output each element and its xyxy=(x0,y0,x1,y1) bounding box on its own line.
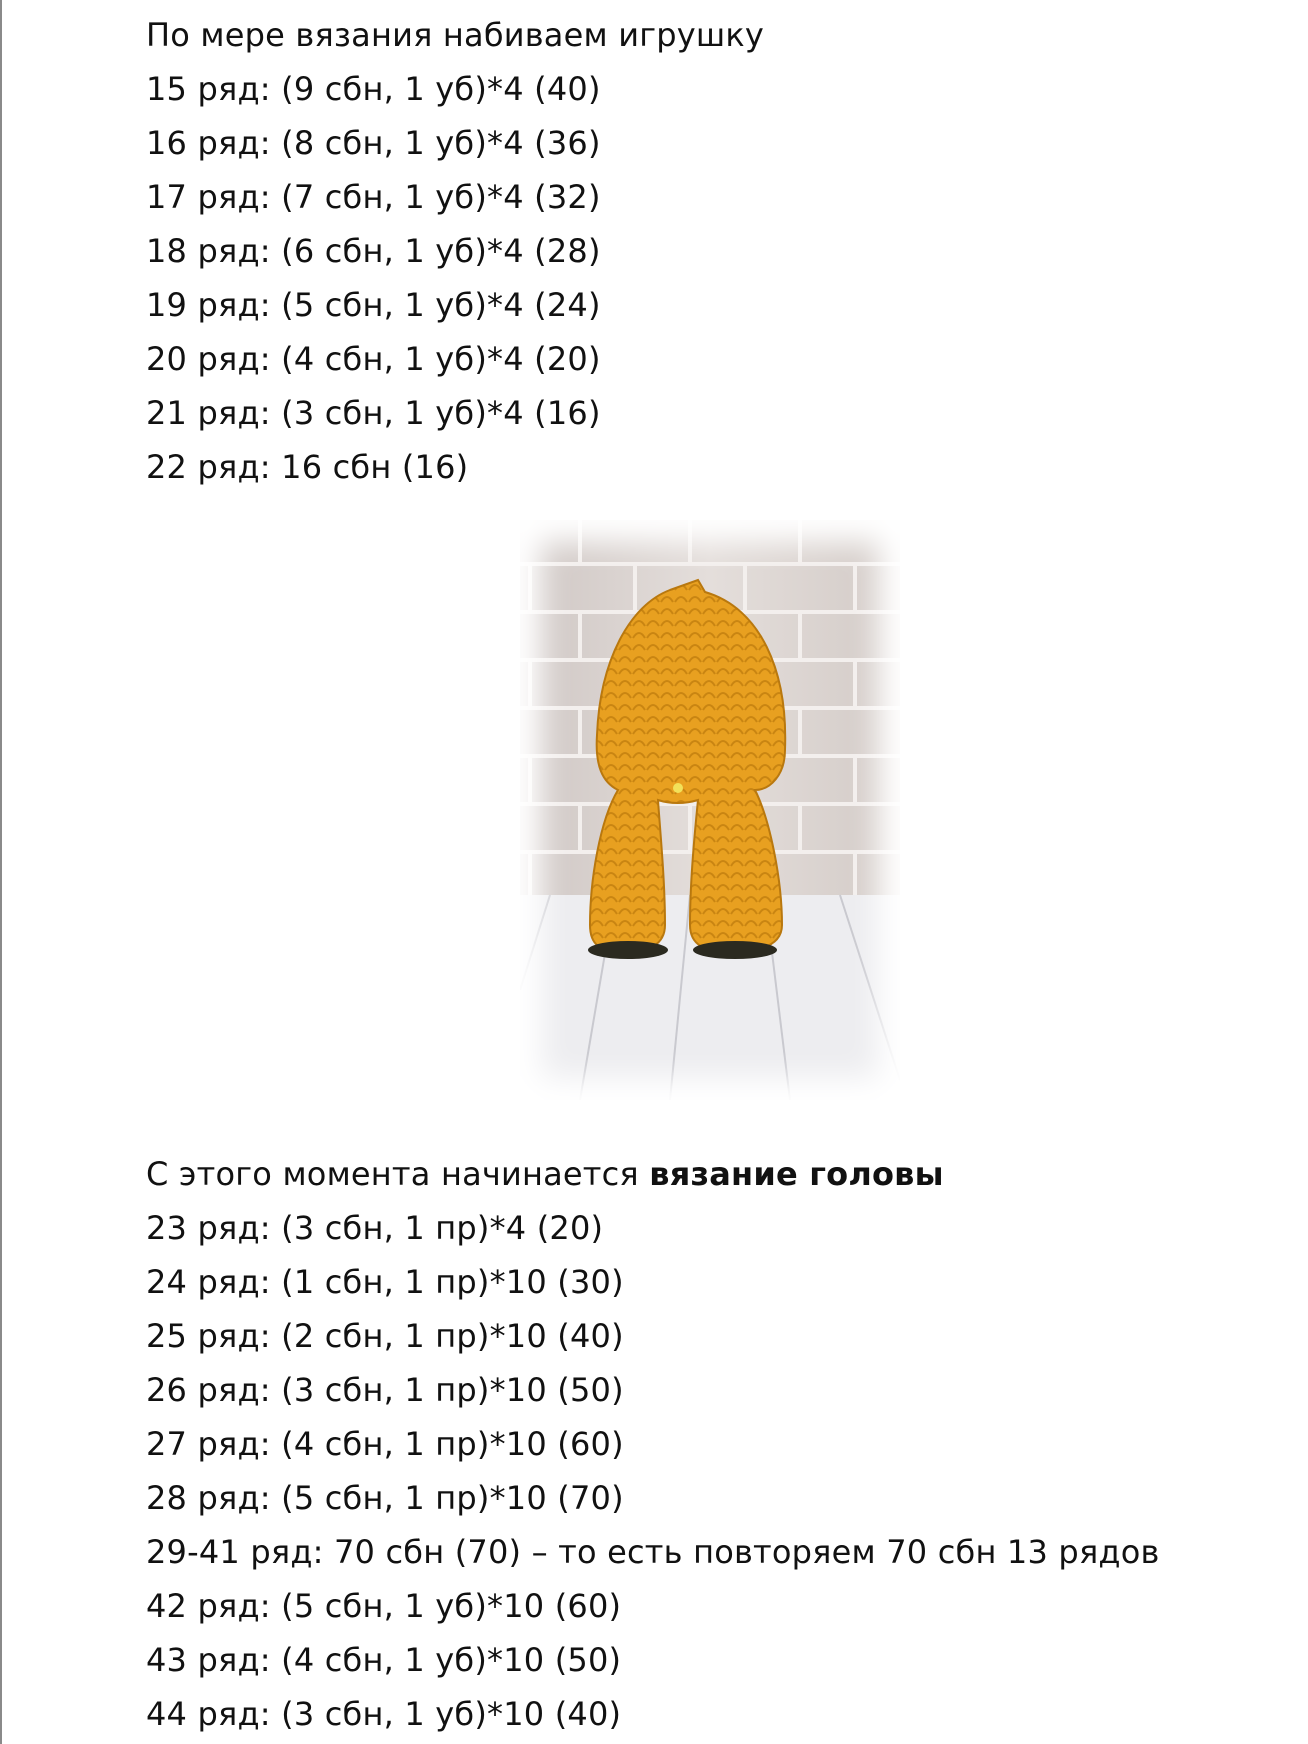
toy-photo xyxy=(520,520,900,1100)
head-intro-line xyxy=(146,1147,1266,1201)
row-line: 17 ряд: (7 сбн, 1 уб)*4 (32) xyxy=(146,178,601,216)
row-line: 24 ряд: (1 сбн, 1 пр)*10 (30) xyxy=(146,1263,624,1301)
row-line: 15 ряд: (9 сбн, 1 уб)*4 (40) xyxy=(146,70,601,108)
head-intro-prefix: С этого момента начинается xyxy=(146,1155,650,1193)
row-line: 43 ряд: (4 сбн, 1 уб)*10 (50) xyxy=(146,1641,622,1679)
page-edge xyxy=(0,0,2,1744)
row-line: 16 ряд: (8 сбн, 1 уб)*4 (36) xyxy=(146,124,601,162)
instructions-top xyxy=(146,8,1266,494)
row-line: 42 ряд: (5 сбн, 1 уб)*10 (60) xyxy=(146,1587,622,1625)
row-line: 19 ряд: (5 сбн, 1 уб)*4 (24) xyxy=(146,286,601,324)
row-line: 25 ряд: (2 сбн, 1 пр)*10 (40) xyxy=(146,1317,624,1355)
row-line: 22 ряд: 16 сбн (16) xyxy=(146,448,469,486)
row-line: 44 ряд: (3 сбн, 1 уб)*10 (40) xyxy=(146,1695,622,1733)
row-line: 18 ряд: (6 сбн, 1 уб)*4 (28) xyxy=(146,232,601,270)
row-line: 21 ряд: (3 сбн, 1 уб)*4 (16) xyxy=(146,394,601,432)
row-line: 29-41 ряд: 70 сбн (70) – то есть повторяем 70 сбн 13 рядов xyxy=(146,1533,1160,1571)
row-line: 23 ряд: (3 сбн, 1 пр)*4 (20) xyxy=(146,1209,604,1247)
instructions-bottom xyxy=(146,1147,1266,1741)
row-line: 28 ряд: (5 сбн, 1 пр)*10 (70) xyxy=(146,1479,624,1517)
head-intro-bold: вязание головы xyxy=(649,1155,944,1193)
row-line: 27 ряд: (4 сбн, 1 пр)*10 (60) xyxy=(146,1425,624,1463)
row-line: 20 ряд: (4 сбн, 1 уб)*4 (20) xyxy=(146,340,601,378)
row-line: 26 ряд: (3 сбн, 1 пр)*10 (50) xyxy=(146,1371,624,1409)
intro-line: По мере вязания набиваем игрушку xyxy=(146,16,765,54)
